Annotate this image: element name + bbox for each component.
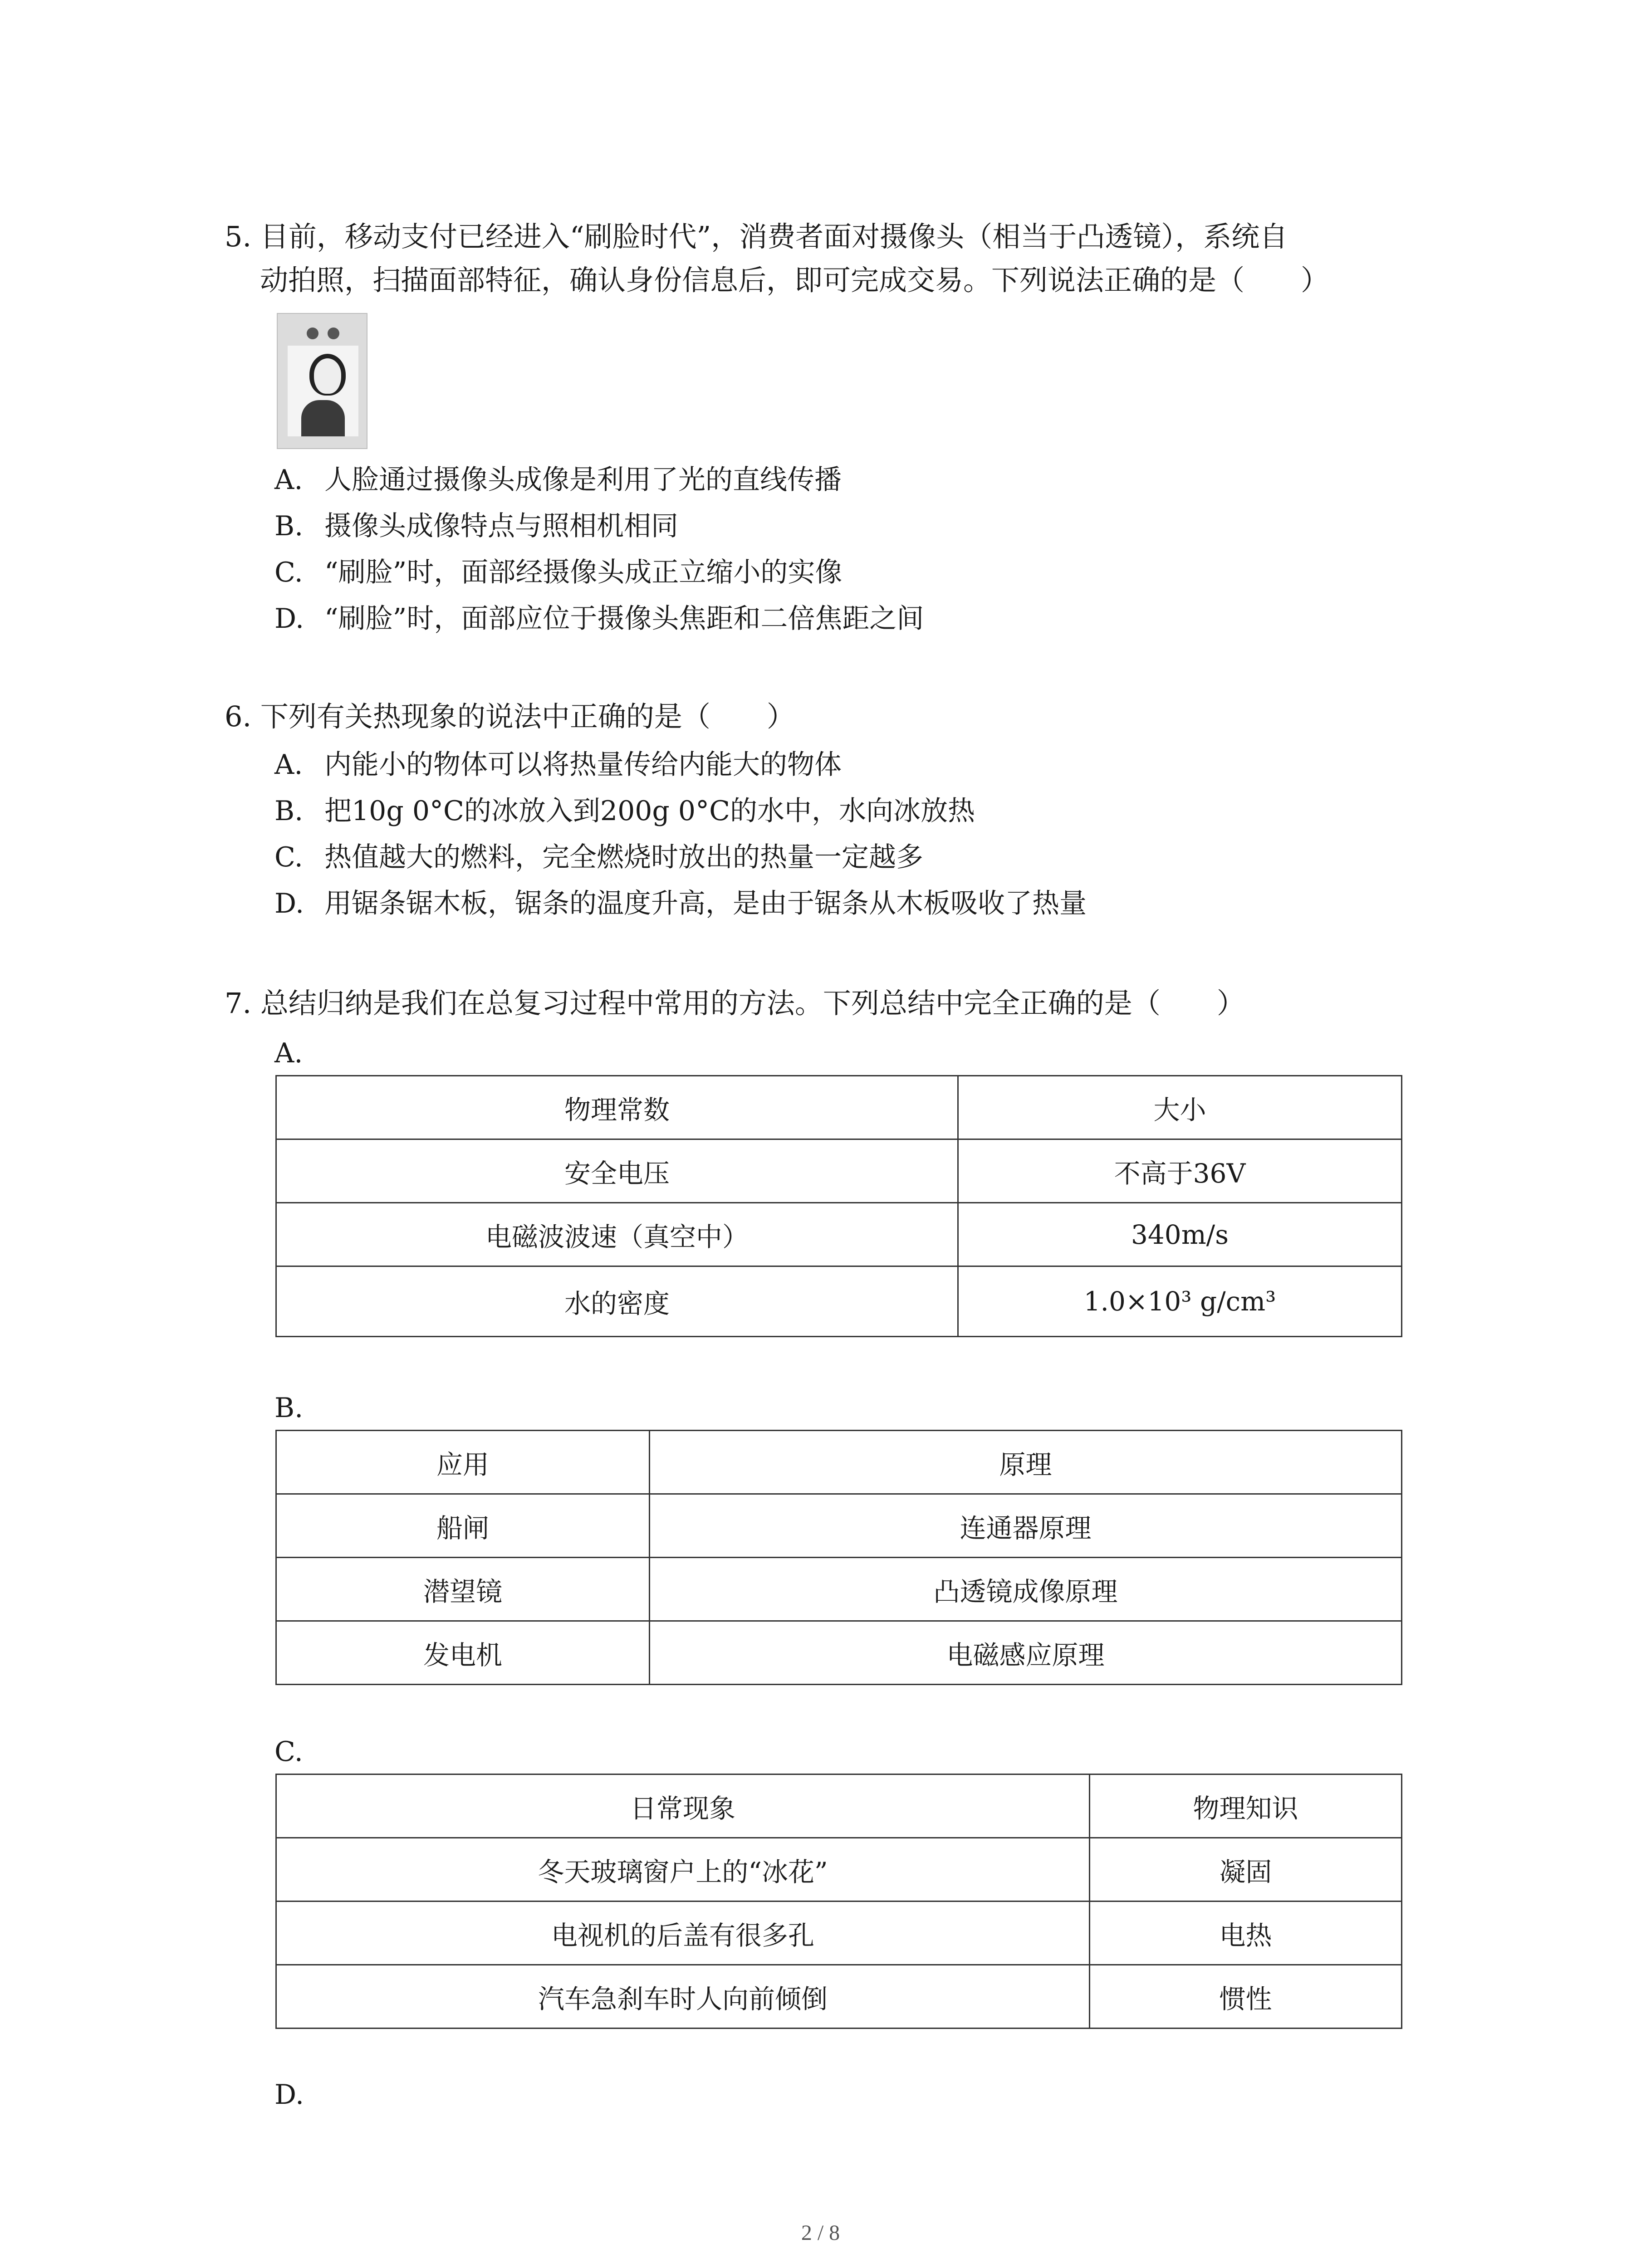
q5-option-a (274, 457, 842, 503)
table-cell: 安全电压 (276, 1139, 958, 1203)
option-label: C. (274, 841, 303, 873)
q6-option-d (274, 881, 1087, 926)
page-number: 2 / 8 (801, 2221, 840, 2245)
face-icon (309, 354, 346, 396)
q6-option-a (274, 742, 842, 787)
table-header: 物理常数 (276, 1076, 958, 1139)
q7-table-c (275, 1774, 1402, 2029)
q5-option-d (274, 596, 924, 641)
q5-stem-line2: 动拍照，扫描面部特征，确认身份信息后，即可完成交易。下列说法正确的是（ ） (260, 264, 1329, 297)
q7-option-d-label: D. (274, 2079, 304, 2111)
option-text: 摄像头成像特点与照相机相同 (324, 510, 678, 542)
face-payment-terminal-image (277, 313, 367, 449)
terminal-screen (288, 346, 358, 436)
camera-lens-icon (307, 327, 318, 339)
option-label: D. (274, 603, 304, 635)
table-header: 大小 (958, 1076, 1402, 1139)
option-text: “刷脸”时，面部应位于摄像头焦距和二倍焦距之间 (324, 603, 924, 635)
table-cell: 船闸 (276, 1494, 650, 1558)
option-label: B. (274, 510, 304, 542)
option-label: D. (274, 888, 304, 919)
table-header: 日常现象 (276, 1774, 1090, 1838)
table-cell: 凸透镜成像原理 (650, 1558, 1402, 1621)
table-cell: 惯性 (1090, 1965, 1402, 2028)
q6-option-b (274, 788, 975, 834)
q5-stem-line1: 5. 目前，移动支付已经进入“刷脸时代”，消费者面对摄像头（相当于凸透镜），系统自 (225, 220, 1288, 253)
table-cell: 潜望镜 (276, 1558, 650, 1621)
table-header: 物理知识 (1090, 1774, 1402, 1838)
table-cell: 电视机的后盖有很多孔 (276, 1901, 1090, 1965)
table-cell: 汽车急刹车时人向前倾倒 (276, 1965, 1090, 2028)
table-cell: 电热 (1090, 1901, 1402, 1965)
table-cell: 电磁波波速（真空中） (276, 1203, 958, 1266)
table-cell: 凝固 (1090, 1838, 1402, 1901)
q5-option-b (274, 503, 678, 549)
table-cell: 不高于36V (958, 1139, 1402, 1203)
option-text: 热值越大的燃料，完全燃烧时放出的热量一定越多 (324, 841, 923, 873)
option-text: 内能小的物体可以将热量传给内能大的物体 (324, 749, 842, 781)
q7-table-b (275, 1430, 1402, 1685)
table-cell: 冬天玻璃窗户上的“冰花” (276, 1838, 1090, 1901)
table-cell: 发电机 (276, 1621, 650, 1685)
table-header: 应用 (276, 1431, 650, 1494)
option-text: 人脸通过摄像头成像是利用了光的直线传播 (324, 464, 842, 496)
option-label: C. (274, 557, 303, 588)
option-text: 把10g 0°C的冰放入到200g 0°C的水中，水向冰放热 (324, 795, 975, 827)
option-text: 用锯条锯木板，锯条的温度升高，是由于锯条从木板吸收了热量 (324, 888, 1087, 919)
q6-stem: 6. 下列有关热现象的说法中正确的是（ ） (225, 700, 795, 733)
table-cell: 1.0×10³ g/cm³ (958, 1266, 1402, 1337)
q7-option-c-label: C. (274, 1736, 303, 1768)
table-cell: 水的密度 (276, 1266, 958, 1337)
q6-option-c (274, 835, 923, 880)
q7-table-a (275, 1075, 1402, 1337)
person-body-icon (301, 400, 345, 436)
option-label: B. (274, 795, 304, 827)
option-text: “刷脸”时，面部经摄像头成正立缩小的实像 (324, 557, 843, 588)
q7-option-a-label: A. (274, 1037, 303, 1069)
table-cell: 连通器原理 (650, 1494, 1402, 1558)
option-label: A. (274, 749, 303, 781)
table-cell: 340m/s (958, 1203, 1402, 1266)
q5-option-c (274, 550, 842, 595)
table-header: 原理 (650, 1431, 1402, 1494)
option-label: A. (274, 464, 303, 496)
table-cell: 电磁感应原理 (650, 1621, 1402, 1685)
q7-option-b-label: B. (274, 1392, 304, 1424)
q7-stem: 7. 总结归纳是我们在总复习过程中常用的方法。下列总结中完全正确的是（ ） (225, 987, 1245, 1020)
camera-lens-icon (328, 327, 339, 339)
